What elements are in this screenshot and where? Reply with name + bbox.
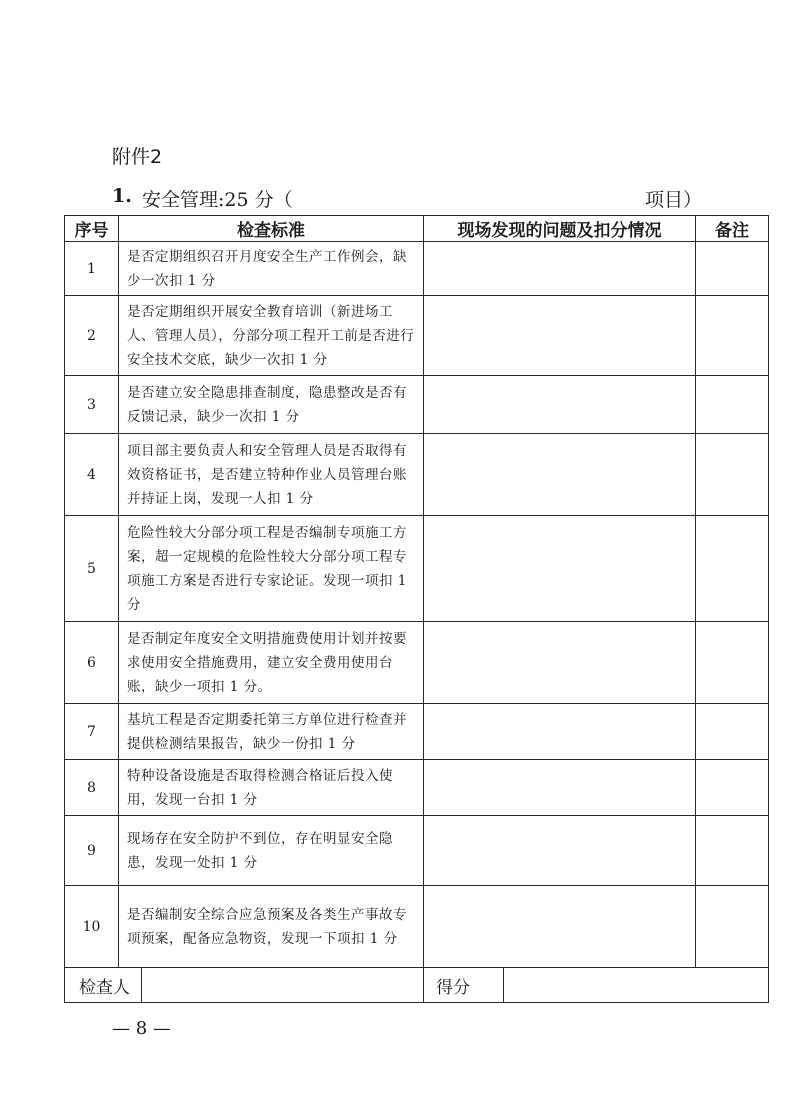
row-remarks-cell[interactable] [696, 622, 769, 704]
row-criterion: 项目部主要负责人和安全管理人员是否取得有效资格证书，是否建立特种作业人员管理台账并持证上岗，发现一人扣 1 分 [119, 434, 424, 516]
row-findings-cell[interactable] [424, 376, 696, 434]
row-number: 6 [65, 622, 119, 704]
table-row [65, 516, 769, 622]
table-row [65, 704, 769, 760]
header-findings: 现场发现的问题及扣分情况 [424, 216, 696, 242]
row-remarks-cell[interactable] [696, 816, 769, 886]
inspector-label: 检查人 [65, 968, 142, 1002]
row-remarks-cell[interactable] [696, 886, 769, 968]
row-remarks-cell[interactable] [696, 760, 769, 816]
header-remarks: 备注 [696, 216, 769, 242]
row-criterion: 现场存在安全防护不到位，存在明显安全隐患，发现一处扣 1 分 [119, 816, 424, 886]
row-number: 1 [65, 242, 119, 296]
project-suffix: 项目） [644, 189, 702, 211]
row-criterion: 危险性较大分部分项工程是否编制专项施工方案，超一定规模的危险性较大分部分项工程专项施工方案是否进行专家论证。发现一项扣 1 分 [119, 516, 424, 622]
row-findings-cell[interactable] [424, 622, 696, 704]
row-remarks-cell[interactable] [696, 296, 769, 376]
page-number: — 8 — [112, 1018, 171, 1039]
attachment-label: 附件2 [112, 146, 163, 168]
table-row [65, 296, 769, 376]
row-criterion: 是否定期组织召开月度安全生产工作例会，缺少一次扣 1 分 [119, 242, 424, 296]
table-row [65, 886, 769, 968]
inspection-table [64, 215, 769, 1003]
row-remarks-cell[interactable] [696, 376, 769, 434]
row-criterion: 是否制定年度安全文明措施费使用计划并按要求使用安全措施费用，建立安全费用使用台账，缺少一项扣 1 分。 [119, 622, 424, 704]
table-header-row [65, 216, 769, 242]
row-remarks-cell[interactable] [696, 434, 769, 516]
section-title: 安全管理:25 分（ [142, 189, 293, 211]
row-criterion: 是否编制安全综合应急预案及各类生产事故专项预案，配备应急物资，发现一下项扣 1 分 [119, 886, 424, 968]
row-number: 7 [65, 704, 119, 760]
table-row [65, 434, 769, 516]
header-serial: 序号 [65, 216, 119, 242]
row-number: 10 [65, 886, 119, 968]
row-number: 3 [65, 376, 119, 434]
row-remarks-cell[interactable] [696, 704, 769, 760]
table-row [65, 622, 769, 704]
row-findings-cell[interactable] [424, 296, 696, 376]
row-findings-cell[interactable] [424, 816, 696, 886]
row-number: 8 [65, 760, 119, 816]
inspector-input[interactable] [142, 968, 423, 1002]
row-number: 4 [65, 434, 119, 516]
row-criterion: 是否建立安全隐患排查制度，隐患整改是否有反馈记录，缺少一次扣 1 分 [119, 376, 424, 434]
section-number: 1. [112, 185, 132, 207]
row-number: 2 [65, 296, 119, 376]
row-findings-cell[interactable] [424, 704, 696, 760]
inspector-cell [65, 968, 424, 1003]
score-input[interactable] [504, 968, 768, 1002]
score-cell [424, 968, 769, 1003]
row-remarks-cell[interactable] [696, 242, 769, 296]
row-findings-cell[interactable] [424, 516, 696, 622]
row-criterion: 特种设备设施是否取得检测合格证后投入使用，发现一台扣 1 分 [119, 760, 424, 816]
row-findings-cell[interactable] [424, 434, 696, 516]
row-remarks-cell[interactable] [696, 516, 769, 622]
row-findings-cell[interactable] [424, 760, 696, 816]
row-findings-cell[interactable] [424, 886, 696, 968]
table-row [65, 816, 769, 886]
table-row [65, 376, 769, 434]
table-row [65, 760, 769, 816]
section-heading [112, 185, 702, 211]
row-criterion: 是否定期组织开展安全教育培训（新进场工人、管理人员），分部分项工程开工前是否进行安全技术交底，缺少一次扣 1 分 [119, 296, 424, 376]
row-findings-cell[interactable] [424, 242, 696, 296]
table-footer-row [65, 968, 769, 1003]
score-label: 得分 [424, 968, 504, 1002]
row-number: 5 [65, 516, 119, 622]
header-criterion: 检查标准 [119, 216, 424, 242]
row-criterion: 基坑工程是否定期委托第三方单位进行检查并提供检测结果报告，缺少一份扣 1 分 [119, 704, 424, 760]
row-number: 9 [65, 816, 119, 886]
table-row [65, 242, 769, 296]
